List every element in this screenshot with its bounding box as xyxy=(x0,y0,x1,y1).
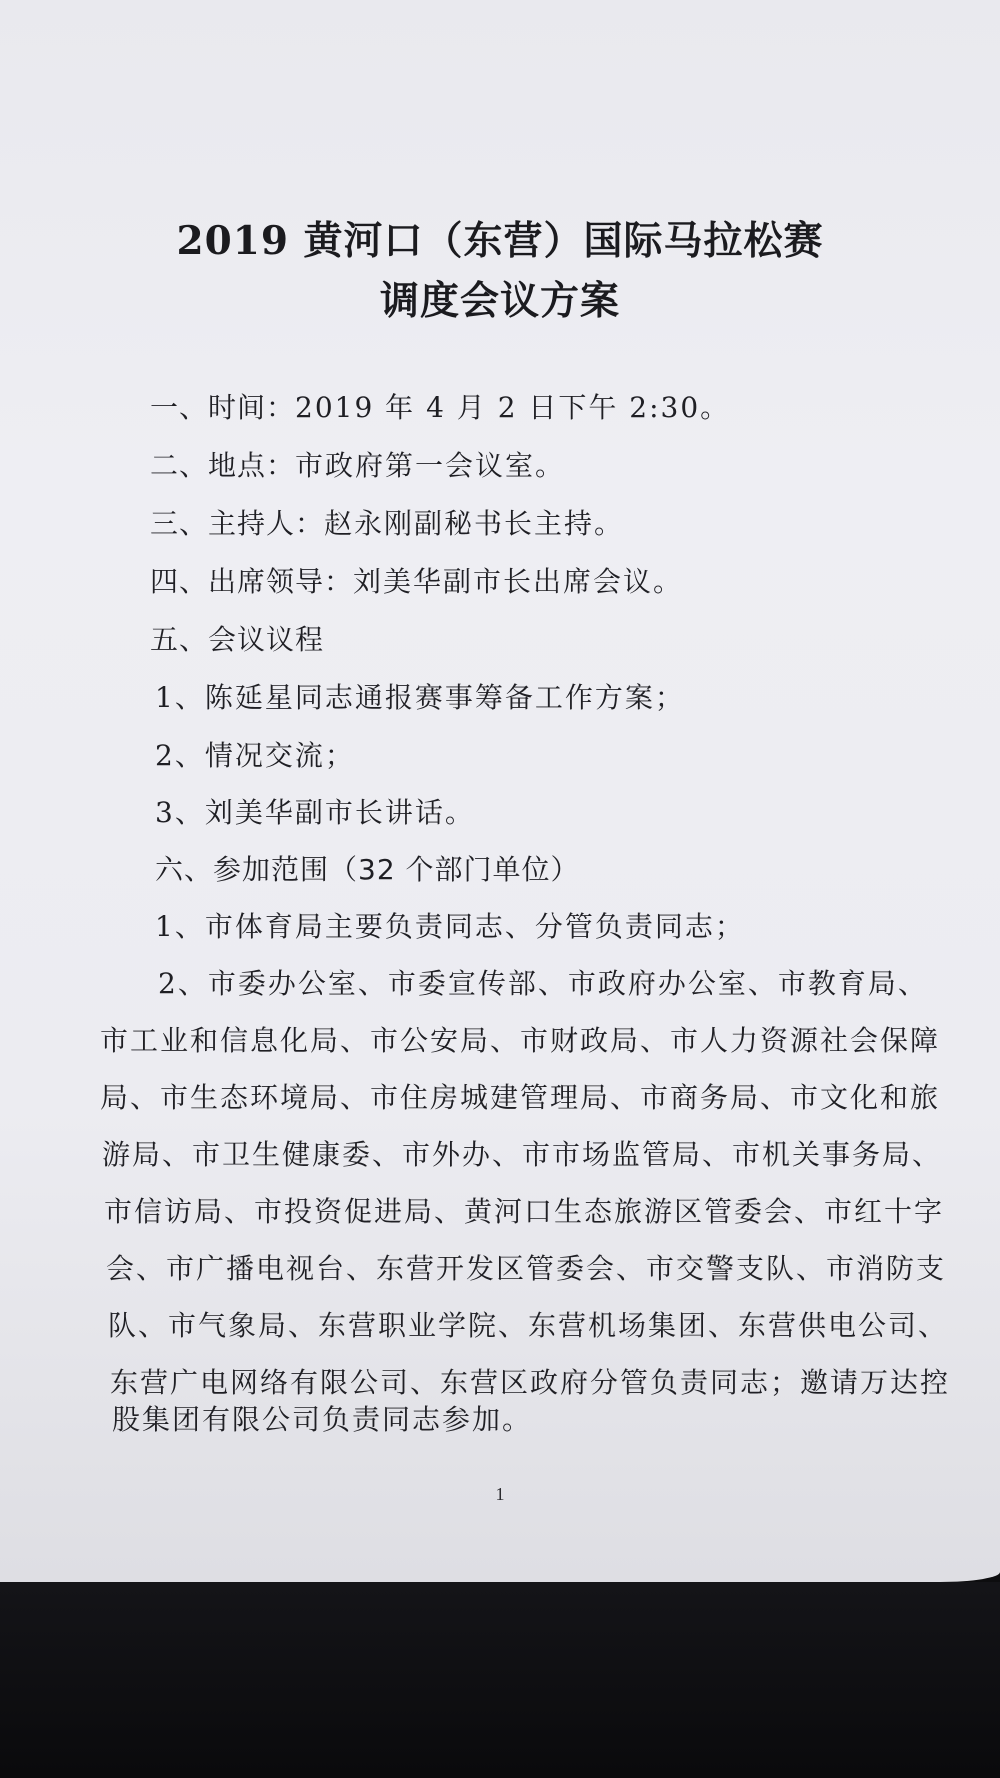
attending-leader-value: 刘美华副市长出席会议。 xyxy=(353,565,684,598)
page-number: 1 xyxy=(495,1484,505,1504)
attending-leader-label: 四、出席领导： xyxy=(150,565,354,598)
attending-leader-item xyxy=(150,562,683,602)
agenda-entry: 1、陈延星同志通报赛事筹备工作方案； xyxy=(155,681,685,714)
document-title-line-1: 2019 黄河口（东营）国际马拉松赛 xyxy=(176,218,824,264)
scope-entry-1: 1、市体育局主要负责同志、分管负责同志； xyxy=(155,910,745,943)
scope-entry-2-line: 市工业和信息化局、市公安局、市财政局、市人力资源社会保障 xyxy=(100,1024,941,1057)
agenda-entry: 3、刘美华副市长讲话。 xyxy=(155,796,475,829)
scope-entry-2-line: 会、市广播电视台、东营开发区管委会、市交警支队、市消防支 xyxy=(106,1252,947,1285)
scope-entry-2-line: 2、市委办公室、市委宣传部、市政府办公室、市教育局、 xyxy=(158,967,928,1000)
scope-entry-2-line: 队、市气象局、东营职业学院、东营机场集团、东营供电公司、 xyxy=(108,1309,949,1342)
scope-entry-2-line: 游局、市卫生健康委、市外办、市市场监管局、市机关事务局、 xyxy=(102,1138,943,1171)
scope-entry-2-line: 股集团有限公司负责同志参加。 xyxy=(112,1403,533,1436)
host-value: 赵永刚副秘书长主持。 xyxy=(324,507,625,540)
scope-heading: 六、参加范围（32 个部门单位） xyxy=(155,853,580,886)
host-item xyxy=(150,504,624,544)
time-label: 一、时间： xyxy=(150,391,296,424)
document-title-line-2: 调度会议方案 xyxy=(379,278,620,324)
time-value: 2019 年 4 月 2 日下午 2:30。 xyxy=(295,391,731,424)
agenda-entry: 2、情况交流； xyxy=(155,739,355,772)
time-item xyxy=(150,388,730,428)
scope-entry-2-line: 市信访局、市投资促进局、黄河口生态旅游区管委会、市红十字 xyxy=(104,1195,945,1228)
location-value: 市政府第一会议室。 xyxy=(295,449,566,482)
host-label: 三、主持人： xyxy=(150,507,325,540)
scope-entry-2-line: 局、市生态环境局、市住房城建管理局、市商务局、市文化和旅 xyxy=(100,1081,941,1114)
dark-background xyxy=(0,1582,1000,1778)
scope-entry-2-line: 东营广电网络有限公司、东营区政府分管负责同志；邀请万达控 xyxy=(110,1366,951,1399)
agenda-heading: 五、会议议程 xyxy=(150,623,325,656)
location-item xyxy=(150,446,565,486)
location-label: 二、地点： xyxy=(150,449,296,482)
